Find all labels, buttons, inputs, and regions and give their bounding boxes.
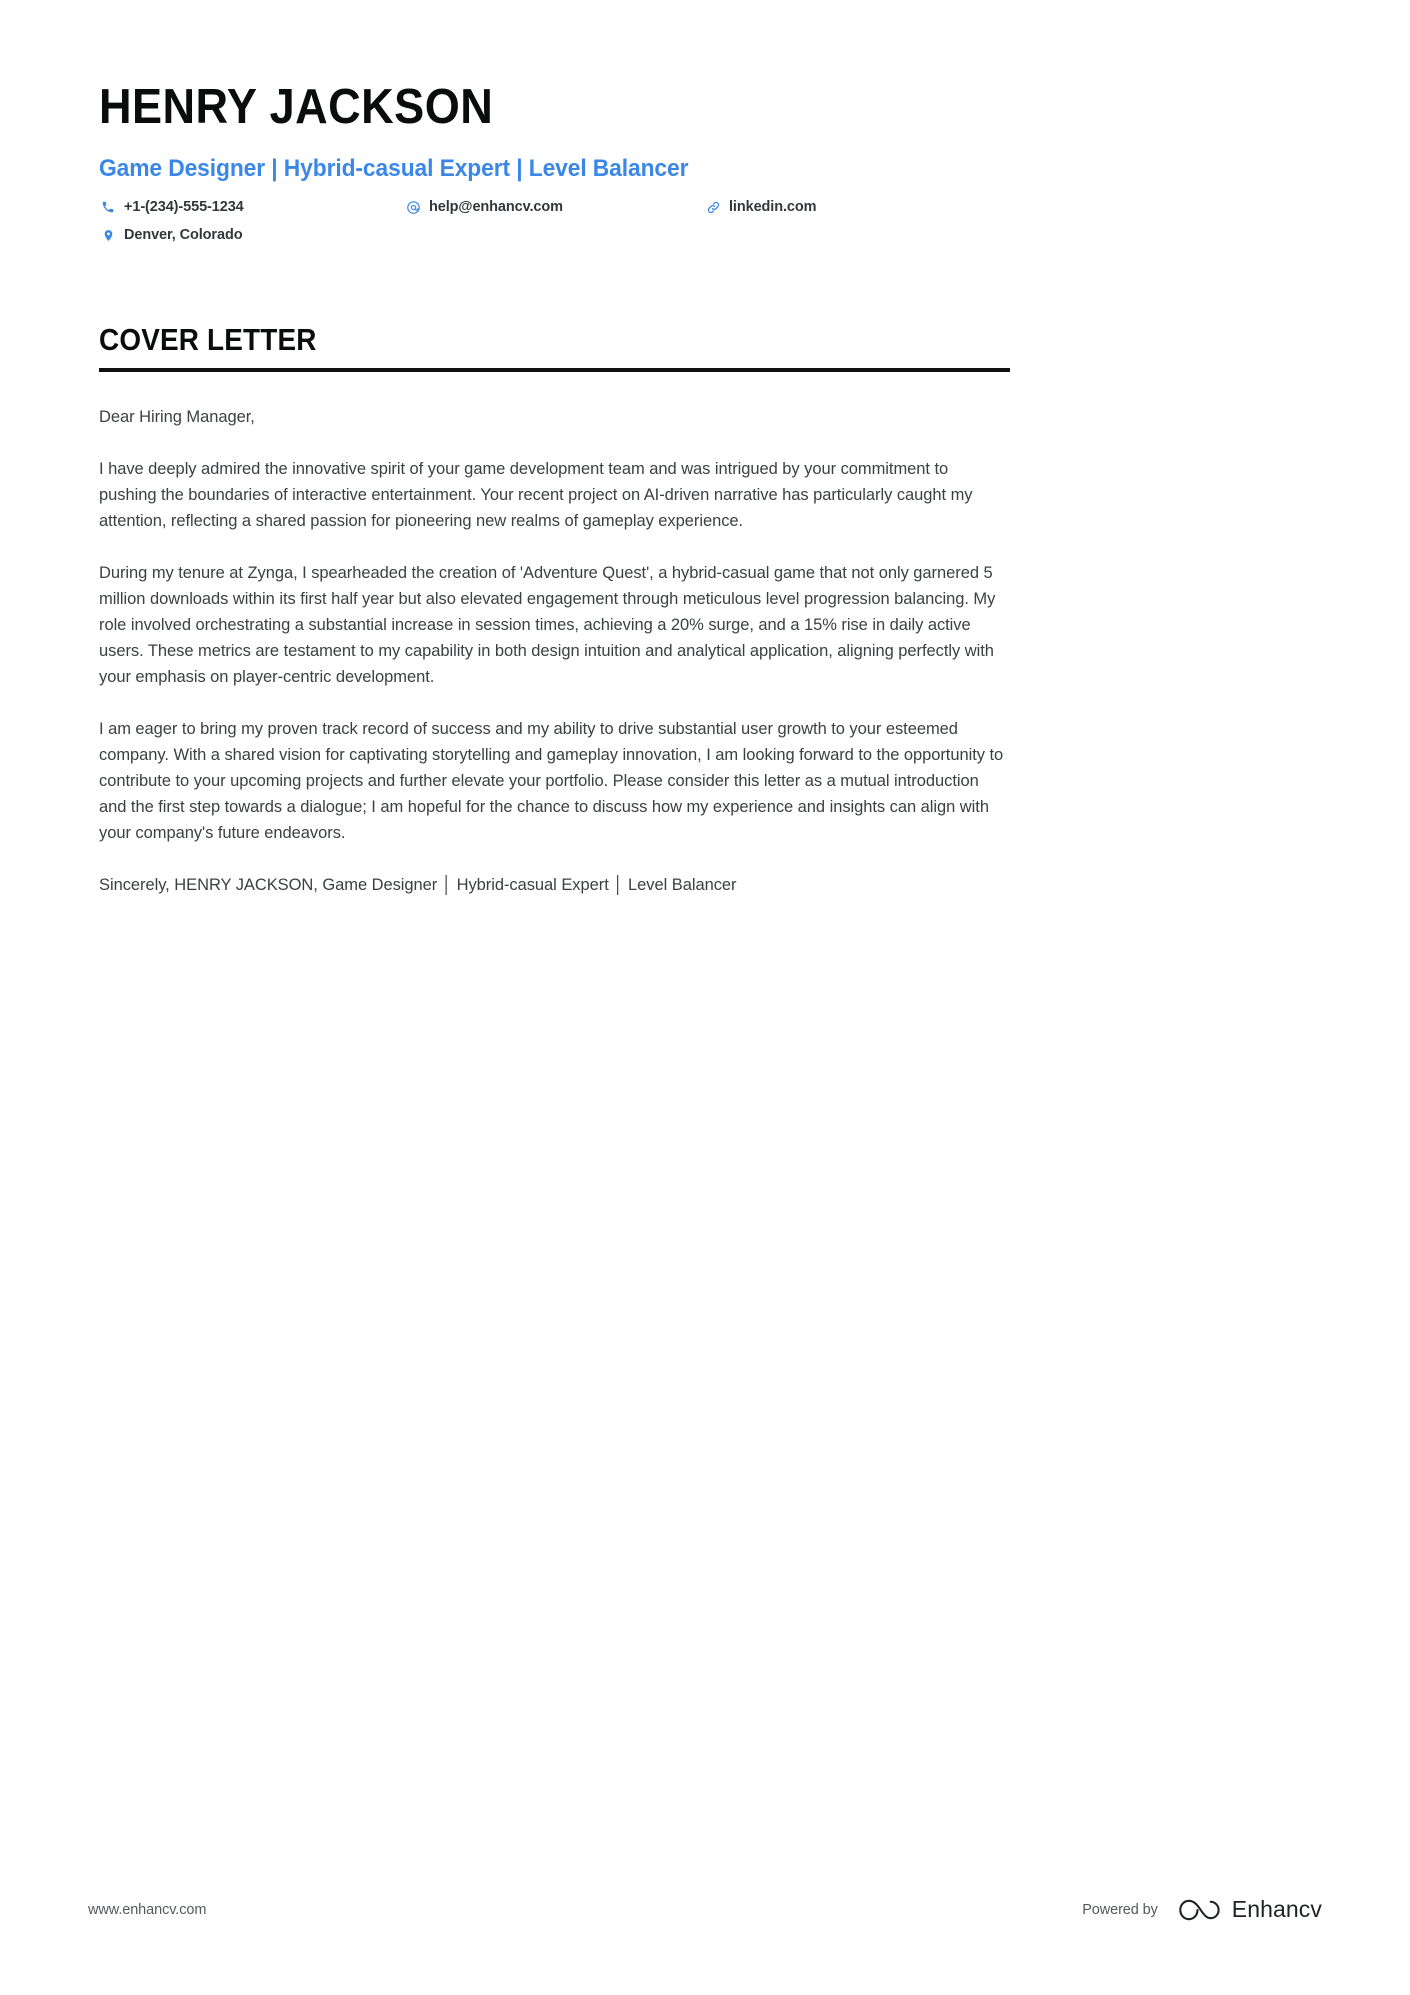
- candidate-headline: Game Designer | Hybrid-casual Expert | Level Balancer: [99, 155, 689, 182]
- section-title: COVER LETTER: [99, 322, 317, 357]
- letter-paragraph-2: During my tenure at Zynga, I spearheaded the creation of 'Adventure Quest', a hybrid-casual game that not only garnered 5 million downloads within its first half year but also elevated engagement through meticulous level progression balancing. My role involved orchestrating a substantial increase in session times, achieving a 20% surge, and a 15% rise in daily active users. These metrics are testament to my capability in both design intuition and analytical application, aligning perfectly with your emphasis on player-centric development.: [99, 564, 996, 686]
- email-icon: [404, 198, 422, 216]
- section-divider: [99, 368, 1010, 372]
- document-content: [99, 0, 1010, 898]
- letter-body: [99, 404, 1010, 898]
- link-icon: [704, 198, 722, 216]
- contact-location-label: Denver, Colorado: [124, 227, 243, 243]
- cover-letter-section: [99, 322, 1010, 898]
- location-pin-icon: [99, 226, 117, 244]
- letter-paragraph-1: I have deeply admired the innovative spirit of your game development team and was intrigued by your commitment to pushing the boundaries of interactive entertainment. Your recent project on AI-driven narrative has particularly caught my attention, reflecting a shared passion for pioneering new realms of gameplay experience.: [99, 460, 973, 530]
- letter-salutation: Dear Hiring Manager,: [99, 408, 255, 426]
- contact-linkedin[interactable]: [704, 198, 816, 216]
- contact-linkedin-label: linkedin.com: [729, 199, 817, 215]
- contact-row-2: [99, 226, 1010, 254]
- enhancv-wordmark: Enhancv: [1231, 1896, 1322, 1922]
- enhancv-logo-icon: [1176, 1897, 1222, 1923]
- candidate-name: HENRY JACKSON: [99, 80, 494, 134]
- contact-details: [99, 198, 1010, 254]
- contact-phone[interactable]: [99, 198, 404, 216]
- contact-email-label: help@enhancv.com: [429, 199, 563, 215]
- phone-icon: [99, 198, 117, 216]
- letter-closing: Sincerely, HENRY JACKSON, Game Designer │ Hybrid-casual Expert │ Level Balancer: [99, 876, 737, 894]
- footer-website-url[interactable]: www.enhancv.com: [88, 1901, 207, 1918]
- contact-location: [99, 226, 404, 244]
- contact-email[interactable]: [404, 198, 704, 216]
- document-header: [99, 0, 1010, 254]
- contact-row-1: [99, 198, 1010, 226]
- powered-by-label: Powered by: [1082, 1901, 1158, 1918]
- contact-phone-label: +1-(234)-555-1234: [124, 199, 244, 215]
- page-footer: [88, 1896, 1322, 1923]
- letter-paragraph-3: I am eager to bring my proven track record of success and my ability to drive substantial user growth to your esteemed company. With a shared vision for captivating storytelling and gameplay innovation, I am looking forward to the opportunity to contribute to your upcoming projects and further elevate your portfolio. Please consider this letter as a mutual introduction and the first step towards a dialogue; I am hopeful for the chance to discuss how my experience and insights can align with your company's future endeavors.: [99, 720, 1004, 842]
- footer-branding: [1082, 1896, 1322, 1923]
